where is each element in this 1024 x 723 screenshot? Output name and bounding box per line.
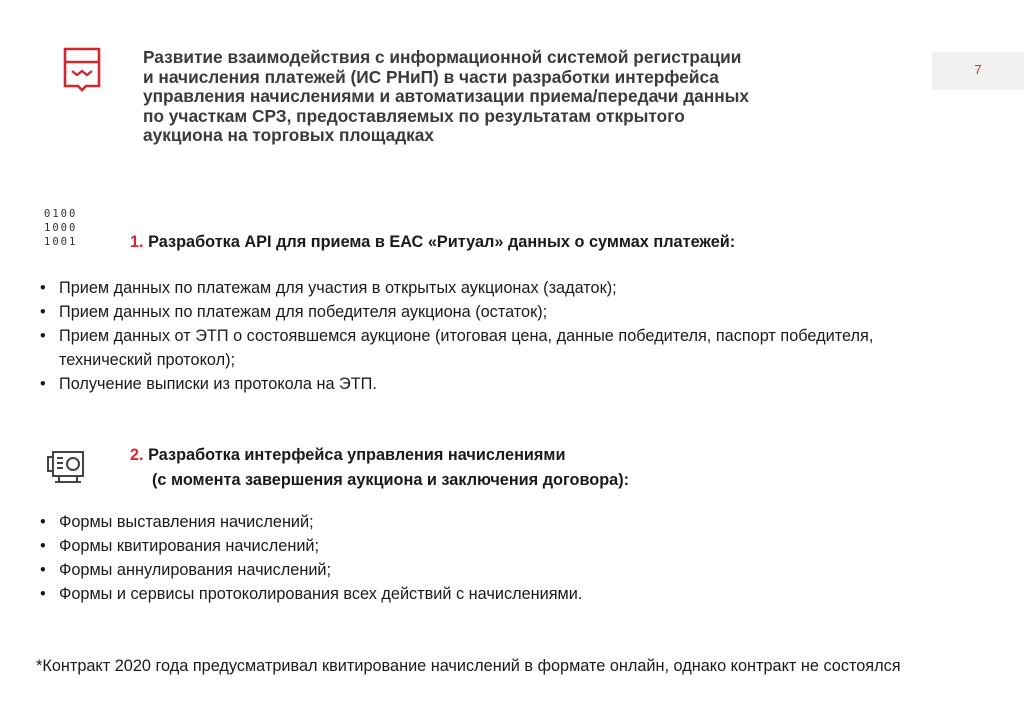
list-item: • Прием данных по платежам для победителя аукциона (остаток); (40, 303, 548, 321)
section-2-list (36, 510, 956, 606)
list-item: • Получение выписки из протокола на ЭТП. (40, 375, 377, 393)
camera-icon (44, 446, 90, 490)
logo-icon (62, 46, 102, 92)
section-2-heading (130, 443, 629, 493)
page-number: 7 (974, 62, 982, 77)
section-2-number: 2. (130, 446, 144, 464)
binary-code-icon: 0100 1000 1001 (44, 208, 78, 248)
list-item: • Прием данных от ЭТП о состоявшемся аукционе (итоговая цена, данные победителя, паспорт победителя, технический протокол); (40, 327, 874, 369)
slide-title: Развитие взаимодействия с информационной системой регистрации и начисления платежей (ИС РНиП) в части разработки интерфейса управления начислениями и автоматизации приема/передачи данных по участкам СРЗ, предоставляемых по результатам открытого аукциона на торговых площадках (143, 47, 750, 145)
list-item: • Формы и сервисы протоколирования всех действий с начислениями. (40, 585, 583, 603)
section-1-heading (130, 233, 735, 252)
page-number-box (932, 52, 1024, 90)
list-item: • Формы аннулирования начислений; (40, 561, 332, 579)
footnote: *Контракт 2020 года предусматривал квитирование начислений в формате онлайн, однако контракт не состоялся (36, 657, 901, 675)
list-item: • Формы квитирования начислений; (40, 537, 320, 555)
list-item: • Прием данных по платежам для участия в открытых аукционах (задаток); (40, 279, 617, 297)
section-2-heading-line2: (с момента завершения аукциона и заключения договора): (152, 471, 630, 489)
list-item: • Формы выставления начислений; (40, 513, 314, 531)
section-1-number: 1. (130, 233, 144, 251)
section-1-heading-text: Разработка API для приема в ЕАС «Ритуал» данных о суммах платежей: (148, 233, 736, 251)
section-2-heading-line1: Разработка интерфейса управления начислениями (148, 446, 566, 464)
section-1-list (36, 276, 956, 396)
